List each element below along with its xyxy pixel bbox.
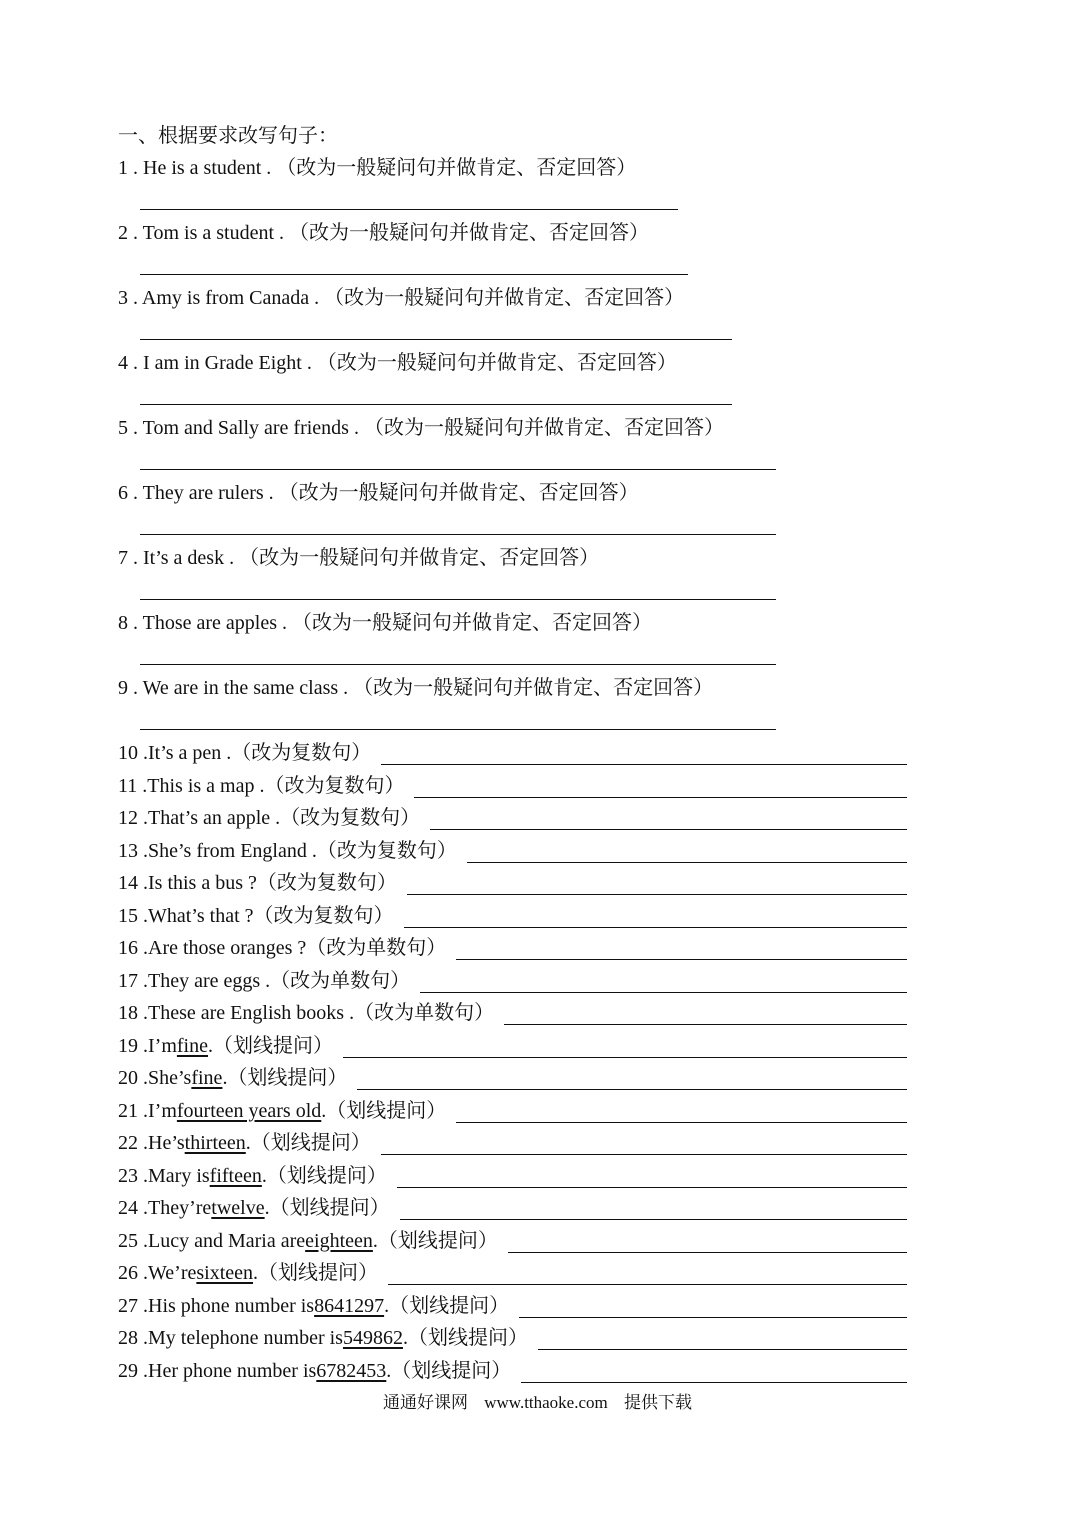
question-row: [118, 871, 907, 895]
question-number: 3 .: [118, 287, 142, 309]
answer-line[interactable]: [519, 1299, 907, 1318]
question-text-end: .: [253, 1262, 259, 1284]
question-instruction: （改为复数句）: [256, 872, 397, 894]
answer-line[interactable]: [140, 599, 776, 600]
question-instruction: （划线提问）: [391, 1359, 512, 1382]
question-instruction: （划线提问）: [407, 1327, 528, 1349]
question-text: Those are apples .: [142, 612, 293, 634]
question-number: 18 .: [118, 1002, 148, 1024]
underlined-part: fine: [176, 1034, 208, 1057]
question-text: I am in Grade Eight .: [143, 352, 317, 374]
question-text: They are eggs .: [148, 969, 271, 992]
question-row: [118, 351, 677, 375]
underlined-part: twelve: [211, 1197, 265, 1219]
question-row: [118, 1359, 907, 1383]
question-number: 24 .: [118, 1197, 148, 1219]
question-text-end: .: [321, 1099, 327, 1122]
question-text: It’s a pen .: [148, 742, 232, 764]
question-row: [118, 1066, 907, 1090]
question-instruction: （改为复数句）: [316, 839, 457, 862]
answer-line[interactable]: [456, 941, 907, 960]
question-row: [118, 741, 907, 765]
question-instruction: （划线提问）: [269, 1197, 390, 1219]
question-text-end: .: [261, 1164, 267, 1187]
question-row: [118, 156, 636, 180]
question-text-end: .: [222, 1067, 228, 1089]
question-instruction: （划线提问）: [250, 1132, 371, 1154]
answer-line[interactable]: [504, 1006, 907, 1025]
question-text-end: .: [402, 1327, 408, 1349]
question-text-end: .: [384, 1294, 390, 1317]
question-number: 25 .: [118, 1229, 148, 1252]
question-text: Tom is a student .: [142, 222, 290, 244]
question-row: [118, 904, 907, 928]
answer-line[interactable]: [140, 664, 776, 665]
question-instruction: （划线提问）: [258, 1262, 379, 1284]
answer-line[interactable]: [381, 746, 907, 765]
question-number: 5 .: [118, 417, 143, 439]
question-text: We’re: [148, 1262, 197, 1284]
question-instruction: （改为单数句）: [270, 969, 411, 992]
answer-line[interactable]: [420, 974, 907, 993]
answer-line[interactable]: [467, 844, 907, 863]
answer-line[interactable]: [521, 1364, 907, 1383]
question-number: 7 .: [118, 547, 143, 569]
question-instruction: （改为一般疑问句并做肯定、否定回答）: [316, 352, 677, 374]
question-row: [118, 611, 652, 635]
answer-line[interactable]: [456, 1104, 907, 1123]
answer-line[interactable]: [414, 779, 907, 798]
question-row: [118, 1131, 907, 1155]
question-row: [118, 286, 684, 310]
question-instruction: （改为复数句）: [253, 904, 394, 927]
question-text: Lucy and Maria are: [148, 1229, 306, 1252]
answer-line[interactable]: [140, 469, 776, 470]
question-row: [118, 1229, 907, 1253]
question-row: [118, 1164, 907, 1188]
question-row: [118, 936, 907, 960]
footer: [0, 1392, 1075, 1414]
question-instruction: （改为一般疑问句并做肯定、否定回答）: [276, 157, 637, 179]
question-row: [118, 676, 713, 700]
question-text: Her phone number is: [148, 1359, 317, 1382]
question-number: 6 .: [118, 482, 143, 504]
question-text: Are those oranges ?: [148, 937, 307, 959]
question-text: He is a student .: [143, 157, 277, 179]
question-text: I’m: [148, 1099, 177, 1122]
answer-line[interactable]: [404, 909, 907, 928]
question-row: [118, 1196, 907, 1220]
question-text: They are rulers .: [142, 482, 279, 504]
question-number: 27 .: [118, 1294, 148, 1317]
question-instruction: （改为一般疑问句并做肯定、否定回答）: [324, 287, 685, 309]
question-number: 11 .: [118, 774, 148, 797]
footer-site: 通通好课网: [382, 1393, 468, 1412]
question-row: [118, 221, 649, 245]
question-instruction: （改为一般疑问句并做肯定、否定回答）: [239, 547, 600, 569]
answer-line[interactable]: [140, 274, 688, 275]
footer-url: www.tthaoke.com: [484, 1393, 608, 1412]
question-row: [118, 1001, 907, 1025]
question-row: [118, 546, 599, 570]
question-text: What’s that ?: [148, 904, 254, 927]
question-number: 26 .: [118, 1262, 148, 1284]
question-row: [118, 839, 907, 863]
question-number: 21 .: [118, 1099, 148, 1122]
underlined-part: fifteen: [209, 1164, 262, 1187]
question-number: 29 .: [118, 1359, 148, 1382]
question-instruction: （改为单数句）: [306, 937, 447, 959]
question-text-end: .: [207, 1034, 213, 1057]
answer-line[interactable]: [397, 1169, 907, 1188]
question-instruction: （划线提问）: [266, 1164, 387, 1187]
question-row: [118, 1099, 907, 1123]
question-number: 8 .: [118, 612, 143, 634]
question-text: Mary is: [148, 1164, 210, 1187]
question-text-end: .: [245, 1132, 251, 1154]
question-instruction: （改为复数句）: [231, 742, 372, 764]
question-number: 28 .: [118, 1327, 148, 1349]
question-number: 9 .: [118, 677, 143, 699]
section-heading: 一、根据要求改写句子：: [118, 125, 338, 147]
underlined-part: 8641297: [314, 1294, 385, 1317]
question-instruction: （划线提问）: [212, 1034, 333, 1057]
answer-line[interactable]: [400, 1201, 907, 1220]
question-number: 4 .: [118, 352, 143, 374]
question-instruction: （改为一般疑问句并做肯定、否定回答）: [289, 222, 650, 244]
underlined-part: 549862: [342, 1327, 403, 1349]
answer-line[interactable]: [430, 811, 907, 830]
question-text: They’re: [148, 1197, 212, 1219]
answer-line[interactable]: [140, 339, 732, 340]
question-instruction: （划线提问）: [389, 1294, 510, 1317]
question-instruction: （划线提问）: [377, 1229, 498, 1252]
question-number: 19 .: [118, 1034, 148, 1057]
question-text: My telephone number is: [148, 1327, 343, 1349]
question-instruction: （改为复数句）: [280, 807, 421, 829]
answer-line[interactable]: [407, 876, 907, 895]
question-number: 17 .: [118, 969, 148, 992]
answer-line[interactable]: [357, 1071, 907, 1090]
question-instruction: （改为单数句）: [354, 1002, 495, 1024]
question-text: She’s: [148, 1067, 192, 1089]
question-instruction: （改为一般疑问句并做肯定、否定回答）: [278, 482, 639, 504]
question-text: Is this a bus ?: [148, 872, 257, 894]
question-number: 2 .: [118, 222, 143, 244]
question-instruction: （划线提问）: [326, 1099, 447, 1122]
question-number: 14 .: [118, 872, 148, 894]
question-instruction: （改为复数句）: [264, 774, 405, 797]
underlined-part: thirteen: [184, 1132, 246, 1154]
question-text: It’s a desk .: [143, 547, 240, 569]
question-text: We are in the same class .: [142, 677, 354, 699]
answer-line[interactable]: [388, 1266, 907, 1285]
answer-line[interactable]: [140, 534, 776, 535]
question-text: He’s: [148, 1132, 185, 1154]
question-number: 13 .: [118, 839, 148, 862]
question-row: [118, 969, 907, 993]
question-row: [118, 1261, 907, 1285]
underlined-part: fourteen years old: [176, 1099, 322, 1122]
question-text-end: .: [372, 1229, 378, 1252]
question-text: His phone number is: [148, 1294, 315, 1317]
question-number: 12 .: [118, 807, 148, 829]
question-number: 15 .: [118, 904, 148, 927]
answer-line[interactable]: [140, 729, 776, 730]
question-number: 22 .: [118, 1132, 148, 1154]
answer-line[interactable]: [381, 1136, 907, 1155]
question-row: [118, 1326, 907, 1350]
answer-line[interactable]: [343, 1039, 907, 1058]
underlined-part: eighteen: [305, 1229, 373, 1252]
answer-line[interactable]: [140, 209, 678, 210]
question-number: 1 .: [118, 157, 143, 179]
question-text-end: .: [386, 1359, 392, 1382]
answer-line[interactable]: [140, 404, 732, 405]
question-text-end: .: [264, 1197, 270, 1219]
underlined-part: 6782453: [316, 1359, 387, 1382]
question-row: [118, 1034, 907, 1058]
underlined-part: fine: [191, 1067, 223, 1089]
question-text: Amy is from Canada .: [141, 287, 325, 309]
question-text: This is a map .: [147, 774, 265, 797]
question-text: She’s from England .: [148, 839, 317, 862]
answer-line[interactable]: [508, 1234, 907, 1253]
question-number: 16 .: [118, 937, 148, 959]
question-text: That’s an apple .: [148, 807, 281, 829]
question-instruction: （改为一般疑问句并做肯定、否定回答）: [353, 677, 714, 699]
footer-note: 提供下载: [624, 1393, 693, 1412]
question-row: [118, 774, 907, 798]
question-row: [118, 806, 907, 830]
question-row: [118, 416, 724, 440]
answer-line[interactable]: [538, 1331, 907, 1350]
question-row: [118, 1294, 907, 1318]
question-text: Tom and Sally are friends .: [142, 417, 364, 439]
question-instruction: （改为一般疑问句并做肯定、否定回答）: [292, 612, 653, 634]
question-instruction: （划线提问）: [227, 1067, 348, 1089]
question-text: I’m: [148, 1034, 177, 1057]
question-number: 23 .: [118, 1164, 148, 1187]
question-number: 20 .: [118, 1067, 148, 1089]
underlined-part: sixteen: [196, 1262, 254, 1284]
question-instruction: （改为一般疑问句并做肯定、否定回答）: [363, 417, 724, 439]
question-row: [118, 481, 639, 505]
question-number: 10 .: [118, 742, 148, 764]
question-text: These are English books .: [148, 1002, 355, 1024]
